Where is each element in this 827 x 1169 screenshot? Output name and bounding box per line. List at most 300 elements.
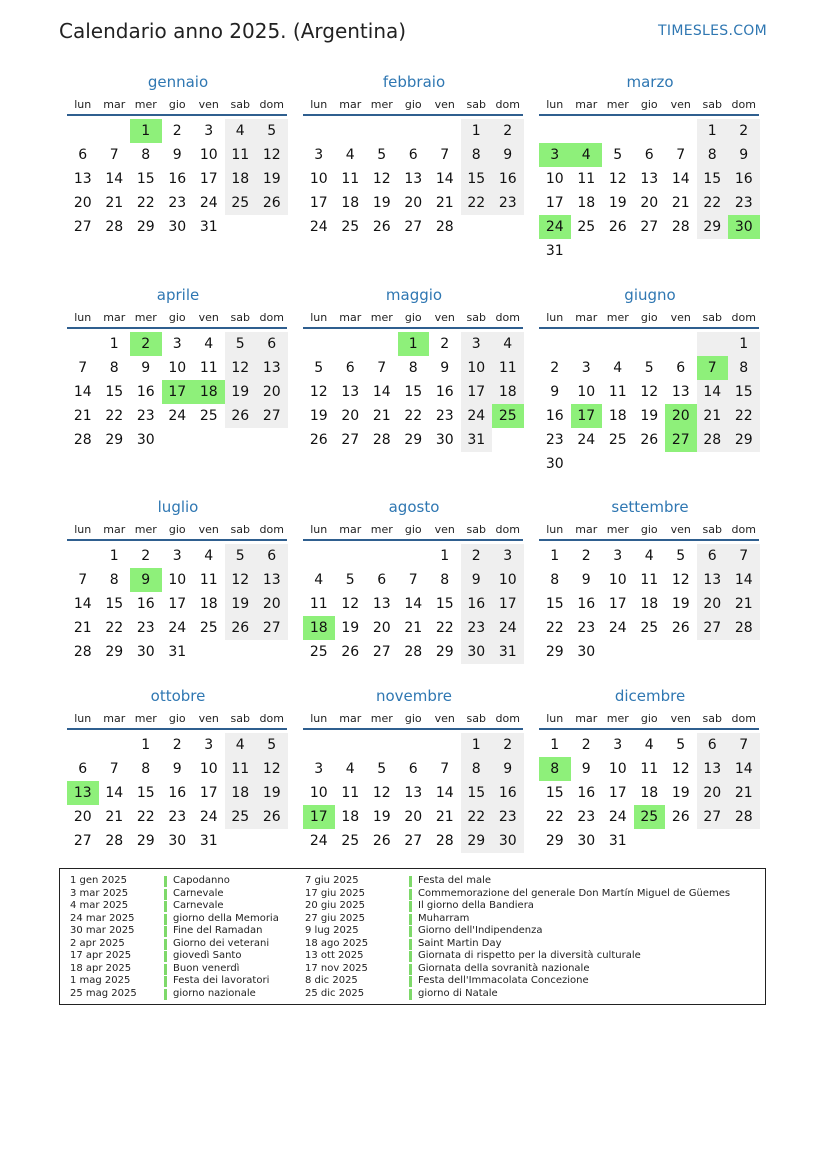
day-cell[interactable]: 4 <box>644 548 654 564</box>
day-cell[interactable]: 15 <box>461 781 493 805</box>
day-cell[interactable]: 1 <box>461 119 493 143</box>
day-cell[interactable]: 13 <box>640 171 659 187</box>
day-cell[interactable]: 12 <box>309 384 328 400</box>
day-cell[interactable]: 16 <box>168 171 187 187</box>
day-cell[interactable]: 18 <box>341 809 360 825</box>
day-cell[interactable]: 8 <box>109 360 119 376</box>
day-cell[interactable]: 3 <box>204 123 214 139</box>
day-cell[interactable]: 15 <box>697 167 729 191</box>
day-cell[interactable]: 18 <box>640 596 659 612</box>
holiday-date[interactable]: 4 <box>571 143 603 167</box>
day-cell[interactable]: 9 <box>581 761 591 777</box>
holiday-date[interactable]: 1 <box>398 332 430 356</box>
day-cell[interactable]: 17 <box>168 596 187 612</box>
day-cell[interactable]: 10 <box>309 785 328 801</box>
holiday-date[interactable]: 9 <box>130 568 162 592</box>
day-cell[interactable]: 29 <box>545 833 564 849</box>
day-cell[interactable]: 30 <box>168 219 187 235</box>
day-cell[interactable]: 11 <box>577 171 596 187</box>
day-cell[interactable]: 6 <box>676 360 686 376</box>
day-cell[interactable]: 25 <box>577 219 596 235</box>
day-cell[interactable]: 6 <box>78 761 88 777</box>
day-cell[interactable]: 22 <box>105 408 124 424</box>
day-cell[interactable]: 7 <box>728 544 760 568</box>
day-cell[interactable]: 3 <box>461 332 493 356</box>
day-cell[interactable]: 5 <box>644 360 654 376</box>
day-cell[interactable]: 12 <box>341 596 360 612</box>
day-cell[interactable]: 15 <box>136 171 155 187</box>
day-cell[interactable]: 23 <box>728 191 760 215</box>
day-cell[interactable]: 15 <box>136 785 155 801</box>
day-cell[interactable]: 19 <box>608 195 627 211</box>
holiday-date[interactable]: 18 <box>193 380 225 404</box>
day-cell[interactable]: 9 <box>172 761 182 777</box>
day-cell[interactable]: 20 <box>341 408 360 424</box>
day-cell[interactable]: 22 <box>136 195 155 211</box>
day-cell[interactable]: 3 <box>581 360 591 376</box>
day-cell[interactable]: 16 <box>492 167 524 191</box>
day-cell[interactable]: 12 <box>256 757 288 781</box>
day-cell[interactable]: 30 <box>461 640 493 664</box>
day-cell[interactable]: 22 <box>728 404 760 428</box>
day-cell[interactable]: 18 <box>577 195 596 211</box>
day-cell[interactable]: 28 <box>73 644 92 660</box>
day-cell[interactable]: 20 <box>372 620 391 636</box>
day-cell[interactable]: 21 <box>105 195 124 211</box>
day-cell[interactable]: 16 <box>545 408 564 424</box>
day-cell[interactable]: 5 <box>225 332 257 356</box>
day-cell[interactable]: 5 <box>676 548 686 564</box>
day-cell[interactable]: 11 <box>225 143 257 167</box>
day-cell[interactable]: 6 <box>256 332 288 356</box>
day-cell[interactable]: 11 <box>225 757 257 781</box>
day-cell[interactable]: 29 <box>136 219 155 235</box>
day-cell[interactable]: 3 <box>314 761 324 777</box>
day-cell[interactable]: 24 <box>309 219 328 235</box>
holiday-date[interactable]: 3 <box>539 143 571 167</box>
day-cell[interactable]: 4 <box>314 572 324 588</box>
day-cell[interactable]: 1 <box>550 737 560 753</box>
day-cell[interactable]: 12 <box>256 143 288 167</box>
day-cell[interactable]: 10 <box>492 568 524 592</box>
day-cell[interactable]: 8 <box>461 757 493 781</box>
day-cell[interactable]: 24 <box>309 833 328 849</box>
day-cell[interactable]: 12 <box>640 384 659 400</box>
holiday-date[interactable]: 27 <box>665 428 697 452</box>
day-cell[interactable]: 30 <box>168 833 187 849</box>
day-cell[interactable]: 20 <box>697 592 729 616</box>
day-cell[interactable]: 29 <box>404 432 423 448</box>
day-cell[interactable]: 7 <box>408 572 418 588</box>
day-cell[interactable]: 7 <box>676 147 686 163</box>
day-cell[interactable]: 24 <box>168 620 187 636</box>
day-cell[interactable]: 10 <box>199 761 218 777</box>
day-cell[interactable]: 21 <box>728 592 760 616</box>
day-cell[interactable]: 21 <box>697 404 729 428</box>
day-cell[interactable]: 6 <box>345 360 355 376</box>
day-cell[interactable]: 11 <box>199 572 218 588</box>
day-cell[interactable]: 19 <box>671 785 690 801</box>
day-cell[interactable]: 28 <box>435 219 454 235</box>
day-cell[interactable]: 24 <box>608 809 627 825</box>
day-cell[interactable]: 14 <box>671 171 690 187</box>
day-cell[interactable]: 28 <box>404 644 423 660</box>
day-cell[interactable]: 20 <box>73 195 92 211</box>
day-cell[interactable]: 30 <box>136 644 155 660</box>
day-cell[interactable]: 25 <box>341 833 360 849</box>
day-cell[interactable]: 9 <box>492 757 524 781</box>
day-cell[interactable]: 22 <box>105 620 124 636</box>
day-cell[interactable]: 12 <box>671 572 690 588</box>
day-cell[interactable]: 29 <box>545 644 564 660</box>
day-cell[interactable]: 21 <box>404 620 423 636</box>
day-cell[interactable]: 1 <box>550 548 560 564</box>
day-cell[interactable]: 7 <box>440 761 450 777</box>
day-cell[interactable]: 8 <box>728 356 760 380</box>
day-cell[interactable]: 25 <box>608 432 627 448</box>
day-cell[interactable]: 14 <box>728 757 760 781</box>
day-cell[interactable]: 4 <box>613 360 623 376</box>
day-cell[interactable]: 29 <box>728 428 760 452</box>
day-cell[interactable]: 30 <box>577 833 596 849</box>
day-cell[interactable]: 18 <box>640 785 659 801</box>
day-cell[interactable]: 13 <box>73 171 92 187</box>
day-cell[interactable]: 3 <box>172 548 182 564</box>
day-cell[interactable]: 17 <box>199 171 218 187</box>
day-cell[interactable]: 2 <box>461 544 493 568</box>
day-cell[interactable]: 13 <box>256 356 288 380</box>
day-cell[interactable]: 16 <box>435 384 454 400</box>
day-cell[interactable]: 28 <box>372 432 391 448</box>
day-cell[interactable]: 9 <box>492 143 524 167</box>
day-cell[interactable]: 13 <box>404 171 423 187</box>
holiday-date[interactable]: 17 <box>571 404 603 428</box>
day-cell[interactable]: 26 <box>640 432 659 448</box>
day-cell[interactable]: 17 <box>492 592 524 616</box>
day-cell[interactable]: 25 <box>225 805 257 829</box>
day-cell[interactable]: 5 <box>225 544 257 568</box>
day-cell[interactable]: 30 <box>545 456 564 472</box>
day-cell[interactable]: 16 <box>492 781 524 805</box>
day-cell[interactable]: 29 <box>435 644 454 660</box>
day-cell[interactable]: 10 <box>168 360 187 376</box>
day-cell[interactable]: 2 <box>141 548 151 564</box>
day-cell[interactable]: 27 <box>697 616 729 640</box>
day-cell[interactable]: 18 <box>608 408 627 424</box>
day-cell[interactable]: 5 <box>314 360 324 376</box>
day-cell[interactable]: 6 <box>408 761 418 777</box>
day-cell[interactable]: 14 <box>728 568 760 592</box>
day-cell[interactable]: 16 <box>168 785 187 801</box>
day-cell[interactable]: 23 <box>136 408 155 424</box>
day-cell[interactable]: 11 <box>309 596 328 612</box>
day-cell[interactable]: 2 <box>550 360 560 376</box>
day-cell[interactable]: 12 <box>225 356 257 380</box>
day-cell[interactable]: 18 <box>492 380 524 404</box>
day-cell[interactable]: 30 <box>136 432 155 448</box>
day-cell[interactable]: 27 <box>73 833 92 849</box>
day-cell[interactable]: 23 <box>461 616 493 640</box>
day-cell[interactable]: 13 <box>372 596 391 612</box>
day-cell[interactable]: 19 <box>256 781 288 805</box>
day-cell[interactable]: 19 <box>225 380 257 404</box>
day-cell[interactable]: 16 <box>461 592 493 616</box>
holiday-date[interactable]: 7 <box>697 356 729 380</box>
day-cell[interactable]: 18 <box>225 167 257 191</box>
day-cell[interactable]: 7 <box>440 147 450 163</box>
day-cell[interactable]: 24 <box>492 616 524 640</box>
day-cell[interactable]: 24 <box>199 809 218 825</box>
day-cell[interactable]: 21 <box>73 408 92 424</box>
day-cell[interactable]: 23 <box>435 408 454 424</box>
day-cell[interactable]: 22 <box>404 408 423 424</box>
day-cell[interactable]: 21 <box>435 195 454 211</box>
day-cell[interactable]: 19 <box>671 596 690 612</box>
day-cell[interactable]: 4 <box>204 336 214 352</box>
day-cell[interactable]: 1 <box>109 336 119 352</box>
holiday-date[interactable]: 25 <box>634 805 666 829</box>
day-cell[interactable]: 31 <box>199 219 218 235</box>
day-cell[interactable]: 20 <box>256 592 288 616</box>
day-cell[interactable]: 1 <box>141 737 151 753</box>
day-cell[interactable]: 8 <box>141 761 151 777</box>
day-cell[interactable]: 26 <box>372 833 391 849</box>
day-cell[interactable]: 28 <box>697 428 729 452</box>
day-cell[interactable]: 27 <box>404 833 423 849</box>
day-cell[interactable]: 4 <box>225 733 257 757</box>
day-cell[interactable]: 12 <box>608 171 627 187</box>
day-cell[interactable]: 28 <box>728 616 760 640</box>
holiday-date[interactable]: 25 <box>492 404 524 428</box>
day-cell[interactable]: 12 <box>671 761 690 777</box>
day-cell[interactable]: 2 <box>440 336 450 352</box>
day-cell[interactable]: 26 <box>256 191 288 215</box>
day-cell[interactable]: 29 <box>105 432 124 448</box>
day-cell[interactable]: 14 <box>105 171 124 187</box>
day-cell[interactable]: 5 <box>345 572 355 588</box>
day-cell[interactable]: 3 <box>613 737 623 753</box>
day-cell[interactable]: 1 <box>728 332 760 356</box>
day-cell[interactable]: 31 <box>545 243 564 259</box>
day-cell[interactable]: 15 <box>545 596 564 612</box>
day-cell[interactable]: 22 <box>136 809 155 825</box>
day-cell[interactable]: 26 <box>225 404 257 428</box>
day-cell[interactable]: 18 <box>225 781 257 805</box>
day-cell[interactable]: 19 <box>372 809 391 825</box>
day-cell[interactable]: 21 <box>671 195 690 211</box>
day-cell[interactable]: 23 <box>136 620 155 636</box>
day-cell[interactable]: 25 <box>199 408 218 424</box>
day-cell[interactable]: 9 <box>461 568 493 592</box>
day-cell[interactable]: 14 <box>73 596 92 612</box>
day-cell[interactable]: 2 <box>172 737 182 753</box>
day-cell[interactable]: 8 <box>461 143 493 167</box>
day-cell[interactable]: 24 <box>199 195 218 211</box>
day-cell[interactable]: 1 <box>461 733 493 757</box>
day-cell[interactable]: 28 <box>728 805 760 829</box>
day-cell[interactable]: 8 <box>109 572 119 588</box>
day-cell[interactable]: 27 <box>697 805 729 829</box>
day-cell[interactable]: 24 <box>608 620 627 636</box>
day-cell[interactable]: 30 <box>577 644 596 660</box>
day-cell[interactable]: 14 <box>73 384 92 400</box>
day-cell[interactable]: 31 <box>608 833 627 849</box>
day-cell[interactable]: 15 <box>461 167 493 191</box>
day-cell[interactable]: 31 <box>199 833 218 849</box>
day-cell[interactable]: 20 <box>404 195 423 211</box>
day-cell[interactable]: 27 <box>341 432 360 448</box>
day-cell[interactable]: 9 <box>550 384 560 400</box>
day-cell[interactable]: 10 <box>608 572 627 588</box>
day-cell[interactable]: 20 <box>697 781 729 805</box>
day-cell[interactable]: 10 <box>461 356 493 380</box>
day-cell[interactable]: 22 <box>545 809 564 825</box>
day-cell[interactable]: 29 <box>697 215 729 239</box>
day-cell[interactable]: 26 <box>309 432 328 448</box>
day-cell[interactable]: 24 <box>168 408 187 424</box>
day-cell[interactable]: 1 <box>440 548 450 564</box>
holiday-date[interactable]: 13 <box>67 781 99 805</box>
day-cell[interactable]: 23 <box>168 809 187 825</box>
day-cell[interactable]: 5 <box>377 147 387 163</box>
day-cell[interactable]: 29 <box>105 644 124 660</box>
day-cell[interactable]: 24 <box>461 404 493 428</box>
day-cell[interactable]: 2 <box>172 123 182 139</box>
day-cell[interactable]: 22 <box>545 620 564 636</box>
day-cell[interactable]: 2 <box>581 548 591 564</box>
day-cell[interactable]: 14 <box>372 384 391 400</box>
day-cell[interactable]: 9 <box>440 360 450 376</box>
day-cell[interactable]: 15 <box>545 785 564 801</box>
day-cell[interactable]: 27 <box>256 404 288 428</box>
day-cell[interactable]: 8 <box>550 572 560 588</box>
day-cell[interactable]: 9 <box>581 572 591 588</box>
day-cell[interactable]: 7 <box>78 572 88 588</box>
day-cell[interactable]: 20 <box>640 195 659 211</box>
day-cell[interactable]: 11 <box>341 171 360 187</box>
day-cell[interactable]: 5 <box>256 733 288 757</box>
day-cell[interactable]: 14 <box>697 380 729 404</box>
day-cell[interactable]: 8 <box>440 572 450 588</box>
day-cell[interactable]: 7 <box>109 761 119 777</box>
day-cell[interactable]: 3 <box>314 147 324 163</box>
day-cell[interactable]: 14 <box>435 785 454 801</box>
day-cell[interactable]: 10 <box>608 761 627 777</box>
day-cell[interactable]: 3 <box>492 544 524 568</box>
day-cell[interactable]: 8 <box>141 147 151 163</box>
day-cell[interactable]: 17 <box>608 596 627 612</box>
day-cell[interactable]: 26 <box>671 620 690 636</box>
day-cell[interactable]: 12 <box>372 785 391 801</box>
day-cell[interactable]: 14 <box>404 596 423 612</box>
day-cell[interactable]: 10 <box>199 147 218 163</box>
day-cell[interactable]: 26 <box>225 616 257 640</box>
day-cell[interactable]: 29 <box>136 833 155 849</box>
day-cell[interactable]: 7 <box>78 360 88 376</box>
holiday-date[interactable]: 20 <box>665 404 697 428</box>
day-cell[interactable]: 19 <box>341 620 360 636</box>
day-cell[interactable]: 7 <box>377 360 387 376</box>
day-cell[interactable]: 15 <box>435 596 454 612</box>
day-cell[interactable]: 10 <box>168 572 187 588</box>
day-cell[interactable]: 21 <box>372 408 391 424</box>
day-cell[interactable]: 4 <box>345 147 355 163</box>
day-cell[interactable]: 19 <box>225 592 257 616</box>
day-cell[interactable]: 17 <box>309 195 328 211</box>
day-cell[interactable]: 14 <box>105 785 124 801</box>
day-cell[interactable]: 11 <box>608 384 627 400</box>
day-cell[interactable]: 18 <box>341 195 360 211</box>
day-cell[interactable]: 10 <box>309 171 328 187</box>
day-cell[interactable]: 23 <box>492 191 524 215</box>
day-cell[interactable]: 11 <box>341 785 360 801</box>
day-cell[interactable]: 18 <box>199 596 218 612</box>
day-cell[interactable]: 15 <box>105 596 124 612</box>
day-cell[interactable]: 27 <box>640 219 659 235</box>
day-cell[interactable]: 25 <box>341 219 360 235</box>
day-cell[interactable]: 11 <box>640 761 659 777</box>
day-cell[interactable]: 30 <box>492 829 524 853</box>
day-cell[interactable]: 25 <box>199 620 218 636</box>
day-cell[interactable]: 7 <box>109 147 119 163</box>
day-cell[interactable]: 24 <box>577 432 596 448</box>
day-cell[interactable]: 22 <box>461 805 493 829</box>
day-cell[interactable]: 15 <box>105 384 124 400</box>
day-cell[interactable]: 21 <box>435 809 454 825</box>
day-cell[interactable]: 27 <box>256 616 288 640</box>
day-cell[interactable]: 11 <box>199 360 218 376</box>
day-cell[interactable]: 23 <box>545 432 564 448</box>
day-cell[interactable]: 27 <box>73 219 92 235</box>
day-cell[interactable]: 19 <box>309 408 328 424</box>
day-cell[interactable]: 7 <box>728 733 760 757</box>
day-cell[interactable]: 13 <box>697 757 729 781</box>
day-cell[interactable]: 8 <box>697 143 729 167</box>
day-cell[interactable]: 31 <box>461 428 493 452</box>
day-cell[interactable]: 9 <box>728 143 760 167</box>
holiday-date[interactable]: 17 <box>303 805 335 829</box>
day-cell[interactable]: 19 <box>256 167 288 191</box>
day-cell[interactable]: 19 <box>372 195 391 211</box>
day-cell[interactable]: 6 <box>697 733 729 757</box>
day-cell[interactable]: 17 <box>199 785 218 801</box>
day-cell[interactable]: 26 <box>341 644 360 660</box>
day-cell[interactable]: 27 <box>404 219 423 235</box>
day-cell[interactable]: 21 <box>105 809 124 825</box>
day-cell[interactable]: 21 <box>73 620 92 636</box>
day-cell[interactable]: 5 <box>256 119 288 143</box>
day-cell[interactable]: 3 <box>613 548 623 564</box>
day-cell[interactable]: 25 <box>640 620 659 636</box>
day-cell[interactable]: 2 <box>581 737 591 753</box>
day-cell[interactable]: 13 <box>341 384 360 400</box>
day-cell[interactable]: 16 <box>577 596 596 612</box>
day-cell[interactable]: 2 <box>492 119 524 143</box>
day-cell[interactable]: 23 <box>577 620 596 636</box>
day-cell[interactable]: 20 <box>73 809 92 825</box>
day-cell[interactable]: 16 <box>136 384 155 400</box>
day-cell[interactable]: 11 <box>640 572 659 588</box>
day-cell[interactable]: 26 <box>372 219 391 235</box>
day-cell[interactable]: 22 <box>435 620 454 636</box>
day-cell[interactable]: 6 <box>377 572 387 588</box>
day-cell[interactable]: 13 <box>671 384 690 400</box>
day-cell[interactable]: 23 <box>168 195 187 211</box>
holiday-date[interactable]: 18 <box>303 616 335 640</box>
day-cell[interactable]: 9 <box>141 360 151 376</box>
day-cell[interactable]: 6 <box>408 147 418 163</box>
day-cell[interactable]: 12 <box>372 171 391 187</box>
